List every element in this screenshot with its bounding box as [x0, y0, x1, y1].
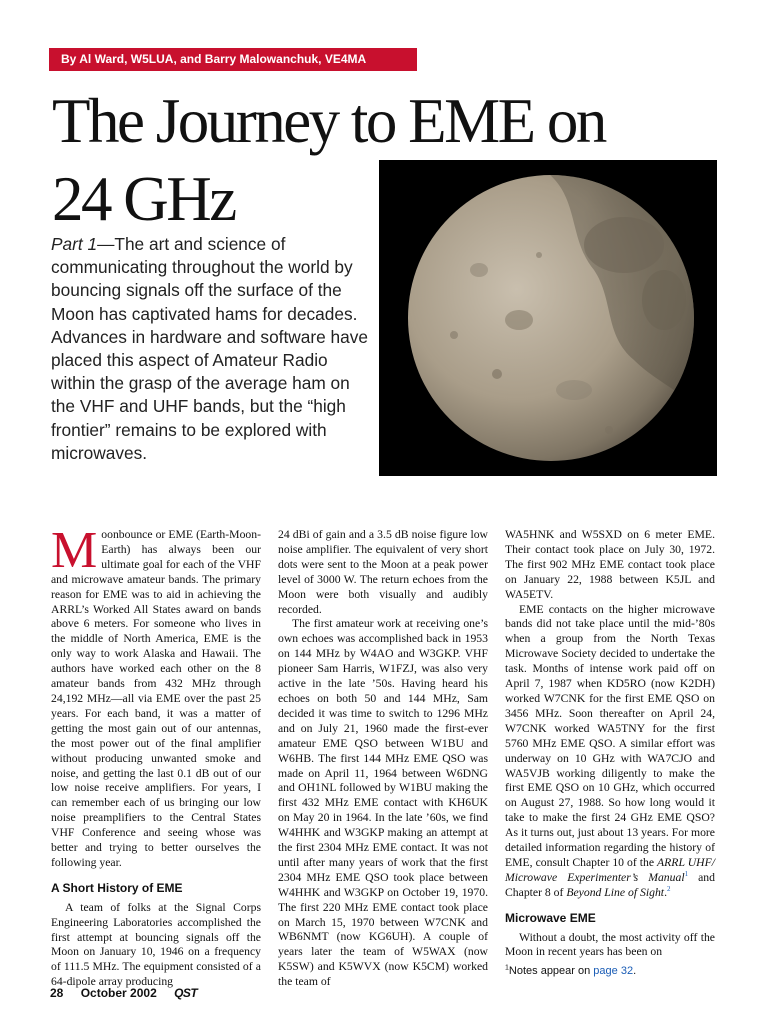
col3-paragraph-1: WA5HNK and W5SXD on 6 meter EME. Their contact took place on July 30, 1972. The first 902 MHz EME contact took place on January 22, 1988 between K5JL and WA5ETV. — [505, 528, 715, 601]
subhead-microwave-eme: Microwave EME — [505, 910, 596, 925]
col3-paragraph-2: EME contacts on the higher microwave bands did not take place until the mid-’80s when a group from the North Texas Microwave Society decided to undertake the task. Months of intense work paid off on April 7, 1987 when KD5RO (now K2DH) worked W7CNK for the first EME QSO on 3456 MHz. Soon thereafter on April 24, W7CNK worked WA5TNY for the first 5760 MHz EME QSO. A similar effort was underway on 10 GHz with WA7CJO and WA5VJB working diligently to make the first EME QSO on 10 GHz, which occurred on August 27, 1988. So how long would it take to make the first 24 GHz EME QSO? As it turns out, just about 13 years. For more detailed information regarding the history of EME, consult Chapter 10 of the ARRL UHF/ Microwave Experimenter’s Manual$^1$ and Chapter 8 of Beyond Line of Sight.$^2$ — [505, 602, 715, 899]
deck-part-label: Part 1 — [51, 234, 98, 254]
column-2 — [278, 528, 488, 990]
article-deck — [51, 233, 376, 465]
col3-paragraph-2-text: EME contacts on the higher microwave bands did not take place until the mid-’80s when a group from the North Texas Microwave Society decided to undertake the task. Months of intense work paid off on April 7, 1987 when KD5RO (now K2DH) worked W7CNK for the first EME QSO on 3456 MHz. Soon thereafter on April 24, W7CNK worked WA5TNY for the first 5760 MHz EME QSO. A similar effort was underway on 10 GHz with WA7CJO and WA5VJB working diligently to make the first EME QSO on 10 GHz, which occurred on August 27, 1988. So how long would it take to make the first 24 GHz EME QSO? As it turns out, just about 13 years. For more detailed information regarding the history of EME, consult Chapter 10 of the — [505, 602, 715, 869]
column-3 — [505, 528, 715, 960]
footnote-page-link[interactable]: page 32 — [593, 965, 634, 977]
note-ref-2[interactable]: 2 — [666, 884, 671, 893]
title-line-1: The Journey to EME on — [52, 86, 605, 156]
note-ref-1[interactable]: 1 — [684, 869, 689, 878]
col3-mid-text: and Chapter 8 of — [505, 870, 715, 899]
title-line-2: 24 GHz — [52, 164, 235, 234]
col1-paragraph-2: A team of folks at the Signal Corps Engineering Laboratories accomplished the first attempt at bouncing signals off the Moon on January 10, 1946 on a frequency of 111.5 MHz. The equipment consisted of a 64-dipole array producing — [51, 900, 261, 989]
footnote — [505, 965, 636, 977]
footnote-end: . — [633, 965, 637, 977]
subhead-history: A Short History of EME — [51, 880, 183, 895]
moon-image — [379, 160, 717, 476]
col3-paragraph-3: Without a doubt, the most activity off the Moon in recent years has been on — [505, 930, 715, 959]
byline-banner: By Al Ward, W5LUA, and Barry Malowanchuk, VE4MA — [49, 48, 417, 71]
col1-paragraph-1: oonbounce or EME (Earth-Moon-Earth) has always been our ultimate goal for each of the VHF and microwave amateur bands. The primary reason for EME was to aid in achieving the ARRL’s Worked All States award on bands above 6 meters. For someone who lives in the middle of North America, EME is the only way to work Alaska and Hawaii. The authors have worked each other on the 8 amateur bands from 432 MHz through 24,192 MHz—all via EME over the past 25 years. For each band, it was a matter of getting the most gain out of our antennas, the most power out of the final amplifier without producing unwanted smoke and noise, and getting the last 0.1 dB out of our low noise receive amplifiers. For years, I can remember each of us bringing our low noise preamplifiers to the Central States VHF Conference and seeing whose was better and trying to better ourselves the following year. — [51, 528, 261, 869]
book-title-1: ARRL UHF/ Microwave Experimenter’s Manual — [505, 855, 715, 884]
col2-paragraph-2: The first amateur work at receiving one’s own echoes was accomplished back in 1953 on 144 MHz by W4AO and W3GKP. VHF pioneer Sam Harris, W1FZJ, was also very active in the late ’50s. Having heard his echoes on both 50 and 144 MHz, Sam decided it was time to switch to 1296 MHz and on July 21, 1960 made the first-ever amateur EME QSO between W1BU and W6HB. The first 144 MHz EME QSO was made on April 11, 1964 between W6DNG and OH1NL followed by W1BU making the first 432 MHz EME contact with KH6UK on May 20 in 1964. In the late ’60s, we find W4HHK and W3GKP making an attempt at the first 2304 MHz EME contact. It was not until after many years of work that the first 2304 MHz EME QSO took place between W4HHK and W3GKP on October 19, 1970. The first 220 MHz EME contact took place on March 15, 1970 between W7CNK and WB6NMT (now KG6UH). A couple of years later the team of W5WAX (now K5SW) and K5WVX (now K5CM) worked the team of — [278, 617, 488, 989]
footnote-text: Notes appear on — [508, 965, 594, 977]
footnote-marker: 1 — [505, 964, 509, 972]
issue-date: October 2002 — [80, 986, 157, 1000]
drop-cap: M — [51, 522, 98, 579]
page-footer — [50, 986, 211, 1000]
page-number: 28 — [50, 986, 64, 1000]
deck-text: —The art and science of communicating throughout the world by bouncing signals off the surface of the Moon has captivated hams for decades. Advances in hardware and software have placed this aspect of Amateur Radio within the grasp of the average ham on the VHF and UHF bands, but the “high frontier” remains to be explored with microwaves. — [51, 234, 369, 463]
qst-logo: QST — [174, 986, 198, 1000]
col2-paragraph-1: 24 dBi of gain and a 3.5 dB noise figure low noise amplifier. The equivalent of very short dots were sent to the Moon at a peak power level of 3000 W. The return echoes from the Moon were both visually and audibly recorded. — [278, 528, 488, 616]
column-1 — [51, 522, 261, 990]
book-title-2: Beyond Line of Sight — [566, 885, 665, 899]
moon-photo — [379, 160, 717, 476]
